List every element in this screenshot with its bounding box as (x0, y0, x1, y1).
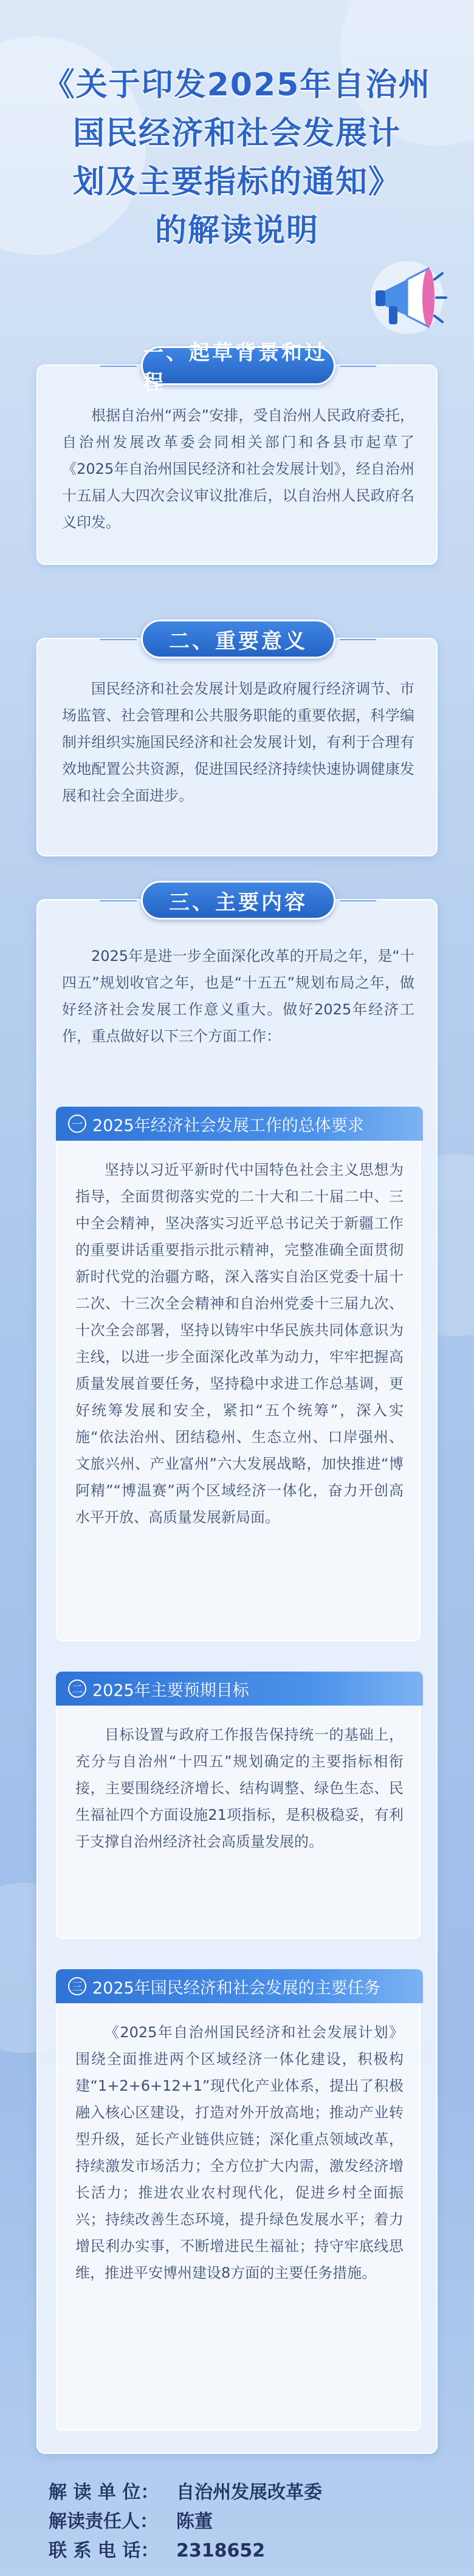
footer-person-row (49, 2507, 438, 2537)
subsection-title: 2025年国民经济和社会发展的主要任务 (92, 1978, 380, 1998)
subsection-heading (56, 1969, 423, 2003)
subsection-expected-targets (56, 1672, 421, 1939)
section-heading: 三、主要内容 (141, 881, 335, 920)
subsection-title: 2025年经济社会发展工作的总体要求 (92, 1116, 364, 1135)
footer-unit-row (49, 2478, 438, 2507)
footer-unit-value: 自治州发展改革委 (176, 2482, 322, 2503)
page-title: 《关于印发2025年自治州 国民经济和社会发展计 划及主要指标的通知》 的解读说明 (43, 67, 431, 249)
subsection-title: 2025年主要预期目标 (92, 1681, 249, 1700)
footer-unit-label: 解 读 单 位： (49, 2482, 159, 2503)
footer-person-label: 解读责任人： (49, 2511, 158, 2532)
footer-phone-value: 2318652 (176, 2540, 266, 2561)
subsection-text: 《2025年自治州国民经济和社会发展计划》围绕全面推进两个区域经济一体化建设，积极构建“1+2+6+12+1”现代化产业体系，提出了积极融入核心区建设，打造对外开放高地；推动产业转型升级，延长产业链供应链；深化重点领域改革，持续激发市场活力；全方位扩大内需，激发经济增长活力；推进农业农村现代化，促进乡村全面振兴；持续改善生态环境，提升绿色发展水平；着力增民利办实事，不断增进民生福祉；持守牢底线思维，推进平安博州建设8方面的主要任务措施。 (75, 2024, 404, 2281)
subsection-heading (56, 1107, 423, 1141)
section-intro: 2025年是进一步全面深化改革的开局之年，是“十四五”规划收官之年，也是“十五五”规划布局之年，做好经济社会发展工作意义重大。做好2025年经济工作，重点做好以下三个方面工作： (62, 948, 414, 1045)
footer-phone-label: 联 系 电 话： (49, 2540, 159, 2561)
footer-phone-row (49, 2537, 438, 2566)
footer-contact (49, 2478, 438, 2566)
section-text: 国民经济和社会发展计划是政府履行经济调节、市场监管、社会管理和公共服务职能的重要依据，科学编制并组织实施国民经济和社会发展计划，有利于合理有效地配置公共资源，促进国民经济持续快速协调健康发展和社会全面进步。 (62, 680, 414, 804)
subsection-heading (56, 1672, 423, 1706)
section-significance (36, 629, 438, 856)
footer-person-value: 陈董 (176, 2511, 213, 2532)
subsection-general-requirements (56, 1107, 421, 1641)
megaphone-icon (365, 255, 450, 340)
subsection-text: 目标设置与政府工作报告保持统一的基础上，充分与自治州“十四五”规划确定的主要指标相衔接，主要围绕经济增长、结构调整、绿色生态、民生福祉四个方面设施21项指标，是积极稳妥，有利于支撑自治州经济社会高质量发展的。 (75, 1726, 404, 1850)
section-background (36, 341, 438, 565)
subsection-text: 坚持以习近平新时代中国特色社会主义思想为指导，全面贯彻落实党的二十大和二十届二中、三中全会精神，坚决落实习近平总书记关于新疆工作的重要讲话重要指示批示精神，完整准确全面贯彻新时代党的治疆方略，深入落实自治区党委十届十二次、十三次全会精神和自治州党委十三届九次、十次全会部署，坚持以铸牢中华民族共同体意识为主线，以进一步全面深化改革为动力，牢牢把握高质量发展首要任务，坚持稳中求进工作总基调，更好统筹发展和安全，紧扣“五个统筹”，深入实施“依法治州、团结稳州、生态立州、口岸强州、文旅兴州、产业富州”六大发展战略，加快推进“博阿精”“博温赛”两个区域经济一体化，奋力开创高水平开放、高质量发展新局面。 (75, 1161, 404, 1526)
section-heading: 一、起草背景和过程 (141, 346, 335, 385)
subsection-number-badge: 一 (68, 1115, 86, 1133)
section-main-content (36, 890, 438, 2454)
section-heading: 二、重要意义 (141, 620, 335, 658)
section-text: 根据自治州“两会”安排，受自治州人民政府委托，自治州发展改革委会同相关部门和各县市起草了《2025年自治州国民经济和社会发展计划》，经自治州十五届人大四次会议审议批准后，以自治州人民政府名义印发。 (62, 407, 414, 531)
subsection-main-tasks (56, 1969, 421, 2431)
subsection-number-badge: 三 (68, 1977, 86, 1995)
subsection-number-badge: 二 (68, 1679, 86, 1698)
